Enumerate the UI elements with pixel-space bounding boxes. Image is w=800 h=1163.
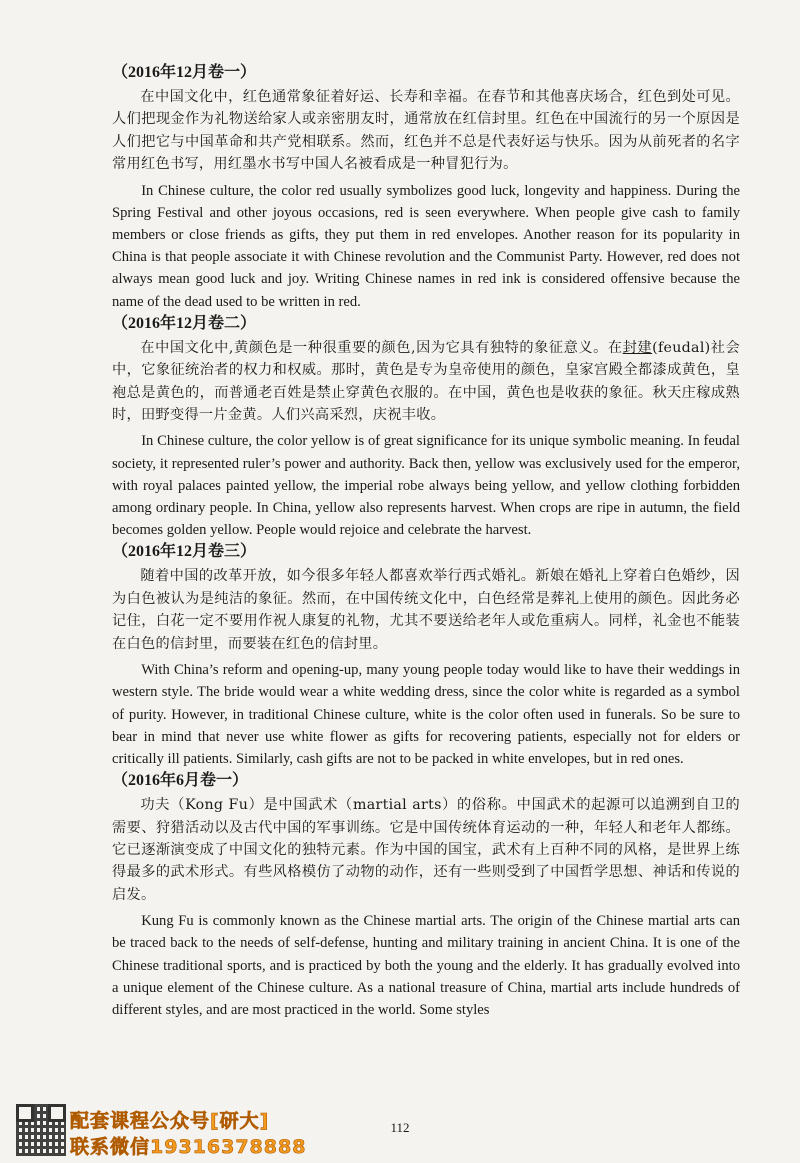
english-paragraph: With China’s reform and opening-up, many young people today would like to have their weddings in western style. The bride would wear a white wedding dress, since the color white is regarded as a symbol of purity. However, in traditional Chinese culture, white is the color often used in funerals. So be sure to bear in mind that never use white flower as gifts for recovering patients, especially not for elders or critically ill patients. Similarly, cash gifts are not to be packed in white envelopes, but in red ones. bbox=[112, 662, 740, 767]
section-heading: （2016年12月卷一） bbox=[112, 64, 257, 81]
qr-code-icon bbox=[16, 1104, 66, 1156]
watermark-line-1: 配套课程公众号[研大] bbox=[70, 1110, 270, 1132]
chinese-paragraph: 随着中国的改革开放，如今很多年轻人都喜欢举行西式婚礼。新娘在婚礼上穿着白色婚纱，因为白色被认为是纯洁的象征。然而，在中国传统文化中，白色经常是葬礼上使用的颜色。因此务必记住，白花一定不要用作祝人康复的礼物，尤其不要送给老年人或危重病人。同样，礼金也不能装在白色的信封里，而要装在红色的信封里。 bbox=[112, 568, 740, 652]
english-paragraph: In Chinese culture, the color yellow is of great significance for its unique symbolic meaning. In feudal society, it represented ruler’s power and authority. Back then, yellow was exclusively used for the emperor, with royal palaces painted yellow, the imperial robe always being yellow, and yellow clothing forbidden among ordinary people. In China, yellow also represents harvest. When crops are ripe in autumn, the field becomes golden yellow. People would rejoice and celebrate the harvest. bbox=[112, 433, 740, 539]
section-heading: （2016年12月卷三） bbox=[112, 543, 257, 561]
chinese-paragraph: 功夫（Kong Fu）是中国武术（martial arts）的俗称。中国武术的起源可以追溯到自卫的需要、狩猎活动以及古代中国的军事训练。它是中国传统体育运动的一种，年轻人和老年人都练。它已逐渐演变成了中国文化的独特元素。作为中国的国宝，武术有上百种不同的风格，是世界上练得最多的武术形式。有些风格模仿了动物的动作，还有一些则受到了中国哲学思想、神话和传说的启发。 bbox=[112, 797, 740, 903]
underlined-term: 封建 bbox=[622, 339, 653, 356]
chinese-paragraph bbox=[112, 337, 740, 427]
chinese-paragraph: 在中国文化中，红色通常象征着好运、长寿和幸福。在春节和其他喜庆场合，红色到处可见。人们把现金作为礼物送给家人或亲密朋友时，通常放在红信封里。红色在中国流行的另一个原因是人们把它与中国革命和共产党相联系。然而，红色并不总是代表好运与快乐。因为从前死者的名字常用红色书写，用红墨水书写中国人名被看成是一种冒犯行为。 bbox=[112, 89, 740, 173]
main-content bbox=[112, 62, 740, 1021]
section-white bbox=[112, 541, 740, 770]
section-yellow bbox=[112, 313, 740, 542]
watermark-footer bbox=[16, 1102, 436, 1162]
page-number: 112 bbox=[390, 1120, 410, 1135]
english-paragraph: Kung Fu is commonly known as the Chinese martial arts. The origin of the Chinese martial arts can be traced back to the needs of self-defense, hunting and military training in ancient China. It is one of the Chinese traditional sports, and is practiced by both the young and the elderly. It has gradually evolved into a unique element of the Chinese culture. As a national treasure of China, martial arts include hundreds of different styles, and are most practiced in the world. Some styles bbox=[112, 913, 740, 1018]
section-red bbox=[112, 62, 740, 313]
watermark-line-2: 联系微信19316378888 bbox=[70, 1136, 307, 1158]
english-paragraph: In Chinese culture, the color red usually symbolizes good luck, longevity and happiness. During the Spring Festival and other joyous occasions, red is seen everywhere. When people give cash to family members or close friends as gifts, they put them in red envelopes. Another reason for its popularity in China is that people associate it with Chinese revolution and the Communist Party. However, red does not always mean good luck and joy. Writing Chinese names in red ink is considered offensive because the name of the dead used to be written in red. bbox=[112, 182, 740, 310]
text-run: 在中国文化中,黄颜色是一种很重要的颜色,因为它具有独特的象征意义。在 bbox=[140, 339, 623, 356]
section-heading: （2016年6月卷一） bbox=[112, 772, 249, 790]
text-run: (feudal)社会中，它象征统治者的权力和权威。那时，黄色是专为皇帝使用的颜色，皇家宫殿全都漆成黄色，皇袍总是黄色的，而普通老百姓是禁止穿黄色衣服的。在中国，黄色也是收获的象征。秋天庄稼成熟时，田野变得一片金黄。人们兴高采烈，庆祝丰收。 bbox=[112, 339, 740, 424]
section-heading: （2016年12月卷二） bbox=[112, 314, 257, 332]
section-kungfu bbox=[112, 770, 740, 1021]
